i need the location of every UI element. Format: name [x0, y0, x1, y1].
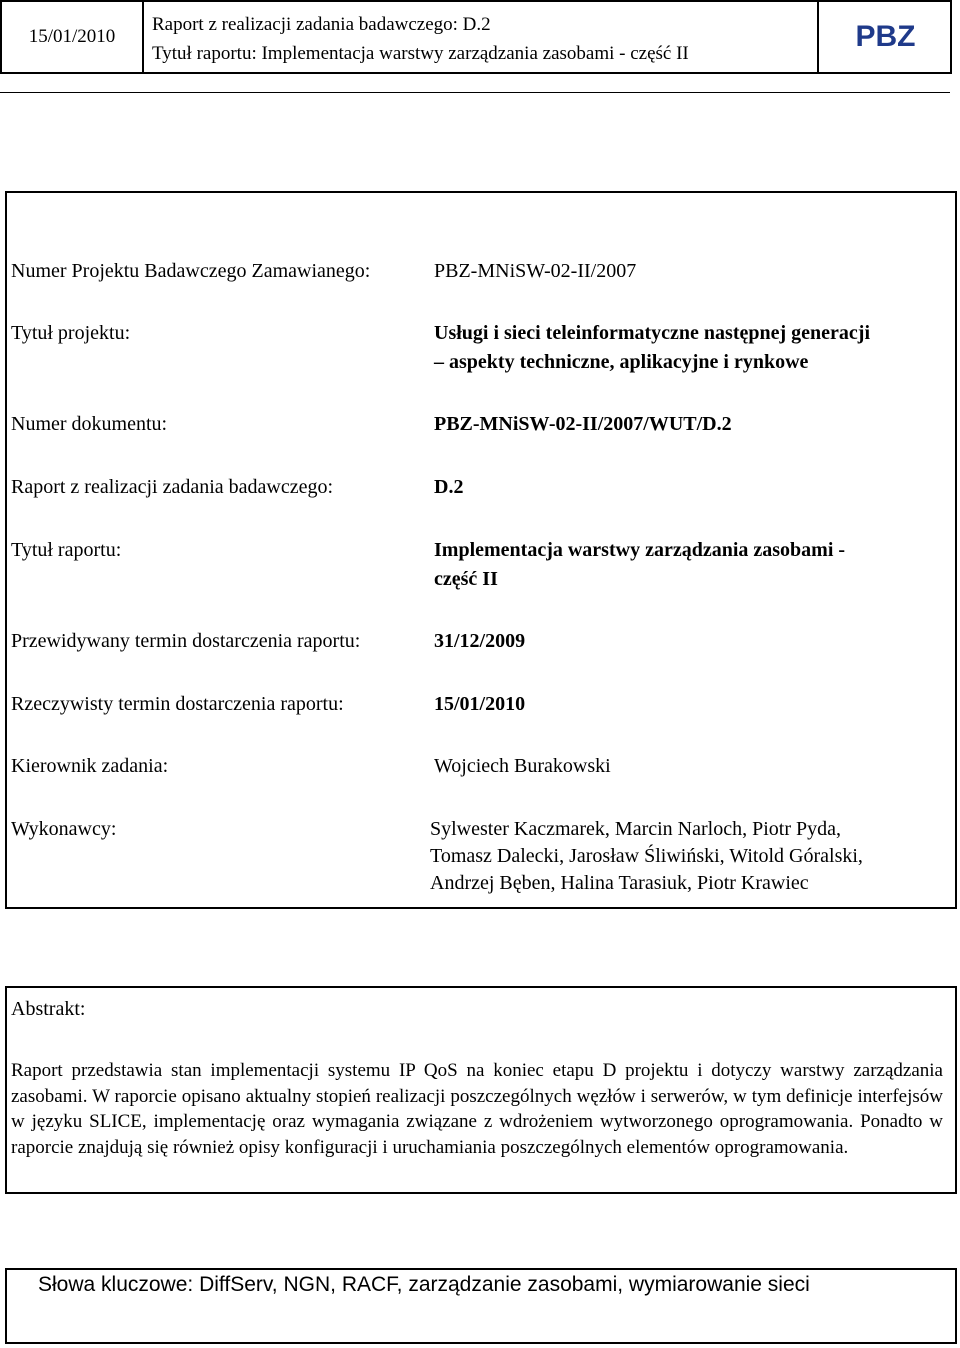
task-report-value: D.2: [434, 476, 464, 498]
contractors-value-line1: Sylwester Kaczmarek, Marcin Narloch, Piotr Pyda,: [430, 818, 841, 840]
header-line-1: Raport z realizacji zadania badawczego: D.2: [152, 14, 491, 35]
project-title-value-line2: – aspekty techniczne, aplikacyjne i rynkowe: [434, 351, 809, 373]
project-number-label: Numer Projektu Badawczego Zamawianego:: [11, 260, 371, 282]
project-title-value-line1: Usługi i sieci teleinformatyczne następnej generacji: [434, 322, 871, 344]
keywords-text: Słowa kluczowe: DiffServ, NGN, RACF, zarządzanie zasobami, wymiarowanie sieci: [38, 1273, 810, 1296]
header-title-block: [152, 10, 689, 68]
document-number-label: Numer dokumentu:: [11, 413, 168, 435]
actual-date-label: Rzeczywisty termin dostarczenia raportu:: [11, 693, 344, 715]
header-divider: [0, 92, 950, 93]
contractors-value-line2: Tomasz Dalecki, Jarosław Śliwiński, Witold Góralski,: [430, 845, 863, 867]
project-number-value: PBZ-MNiSW-02-II/2007: [434, 260, 637, 282]
page-header: [0, 0, 952, 74]
pbz-logo: PBZ: [817, 2, 952, 72]
project-title-label: Tytuł projektu:: [11, 322, 131, 344]
report-title-value-line2: część II: [434, 568, 498, 590]
planned-date-label: Przewidywany termin dostarczenia raportu:: [11, 630, 361, 652]
contractors-value-line3: Andrzej Bęben, Halina Tarasiuk, Piotr Krawiec: [430, 872, 809, 894]
header-date: 15/01/2010: [2, 2, 144, 72]
report-title-value-line1: Implementacja warstwy zarządzania zasobami -: [434, 539, 846, 561]
contractors-label: Wykonawcy:: [11, 818, 117, 840]
planned-date-value: 31/12/2009: [434, 630, 526, 652]
report-title-label: Tytuł raportu:: [11, 539, 122, 561]
abstract-text: Raport przedstawia stan implementacji systemu IP QoS na koniec etapu D projektu i dotyczy warstwy zarządzania zasobami. W raporcie opisano aktualny stopień realizacji poszczególnych węzłów i serwerów, w tym definicje interfejsów w języku SLICE, implementację oraz wymagania związane z wdrożeniem wytworzonego oprogramowania. Ponadto w raporcie znajdują się również opisy konfiguracji i uruchamiania poszczególnych elementów oprogramowania.: [11, 1060, 943, 1158]
abstract-title: Abstrakt:: [11, 998, 86, 1020]
actual-date-value: 15/01/2010: [434, 693, 526, 715]
manager-label: Kierownik zadania:: [11, 755, 169, 777]
document-number-value: PBZ-MNiSW-02-II/2007/WUT/D.2: [434, 413, 732, 435]
manager-value: Wojciech Burakowski: [434, 755, 611, 777]
task-report-label: Raport z realizacji zadania badawczego:: [11, 476, 334, 498]
header-line-2: Tytuł raportu: Implementacja warstwy zarządzania zasobami - część II: [152, 43, 689, 64]
